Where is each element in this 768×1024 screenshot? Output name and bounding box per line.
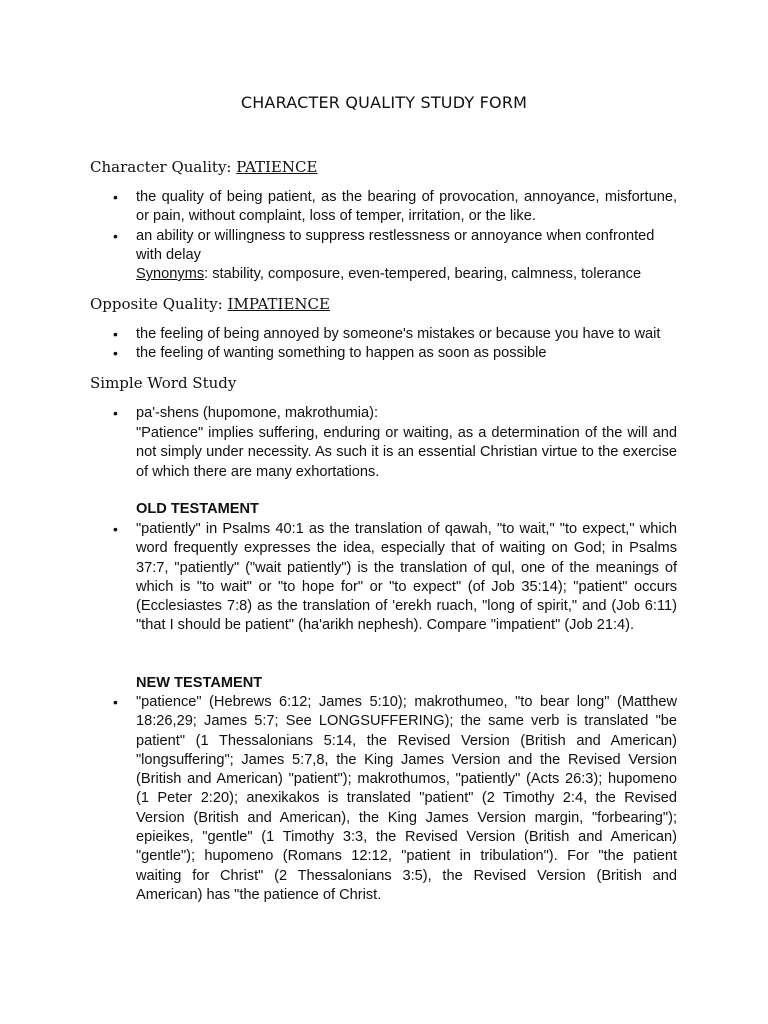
document-title: CHARACTER QUALITY STUDY FORM <box>240 93 528 112</box>
pronunciation: pa'-shens (hupomone, makrothumia): <box>136 405 379 421</box>
opposite-definition-1: the feeling of being annoyed by someone's mistakes or because you have to wait <box>136 326 661 342</box>
character-quality-value: PATIENCE <box>236 158 318 176</box>
opposite-quality-value: IMPATIENCE <box>227 295 330 313</box>
old-testament-heading: OLD TESTAMENT <box>136 501 259 517</box>
synonyms-label: Synonyms <box>136 266 205 282</box>
old-testament-text: "patiently" in Psalms 40:1 as the translation of qawah, "to wait," "to expect," which word frequently expresses the idea, especially that of waiting on God; in Psalms 37:7, "patiently" ("wait patiently") is the translation of qul, one of the meanings of which is "to wait" or "to hope for" or "to expect" (of Job 35:14); "patient" occurs (Ecclesiastes 7:8) as the translation of 'erekh ruach, "long of spirit," and (Job 6:11) "that I should be patient" (ha'arikh nephesh). Compare "impatient" (Job 21:4). <box>136 521 677 634</box>
bullet-marker: • <box>113 326 118 342</box>
character-definition-1: the quality of being patient, as the bearing of provocation, annoyance, misfortune, or pain, without complaint, loss of temper, irritation, or the like. <box>136 189 677 225</box>
character-quality-label: Character Quality: <box>90 158 237 176</box>
word-study-intro: "Patience" implies suffering, enduring or waiting, as a determination of the will and not simply under necessity. As such it is an essential Christian virtue to the exercise of which there are many exhortations. <box>136 425 677 480</box>
synonyms-line <box>136 265 677 284</box>
bullet-marker: • <box>113 694 118 710</box>
new-testament-heading: NEW TESTAMENT <box>136 675 263 691</box>
character-definition-2: an ability or willingness to suppress restlessness or annoyance when confronted with delay <box>136 228 655 264</box>
opposite-quality-heading <box>90 294 330 314</box>
opposite-definition-2: the feeling of wanting something to happen as soon as possible <box>136 345 547 361</box>
word-study-heading: Simple Word Study <box>90 374 237 392</box>
opposite-quality-label: Opposite Quality: <box>90 295 228 313</box>
bullet-marker: • <box>113 521 118 537</box>
bullet-marker: • <box>113 228 118 244</box>
character-quality-heading <box>90 157 317 177</box>
bullet-marker: • <box>113 345 118 361</box>
synonyms-text: : stability, composure, even-tempered, bearing, calmness, tolerance <box>204 266 642 282</box>
bullet-marker: • <box>113 405 118 421</box>
bullet-marker: • <box>113 189 118 205</box>
new-testament-text: "patience" (Hebrews 6:12; James 5:10); makrothumeo, "to bear long" (Matthew 18:26,29; James 5:7; See LONGSUFFERING); the same verb is translated "be patient" (1 Thessalonians 5:14, the Revised Version (British and American) "longsuffering"; James 5:7,8, the King James Version and the Revised Version (British and American) "patient"); makrothumos, "patiently" (Acts 26:3); hupomeno (1 Peter 2:20); anexikakos is translated "patient" (2 Timothy 2:4, the Revised Version (British and American), the King James Version margin, "forbearing"); epieikes, "gentle" (1 Timothy 3:3, the Revised Version (British and American) "gentle"); hupomeno (Romans 12:12, "patient in tribulation"). For "the patient waiting for Christ" (2 Thessalonians 3:5), the Revised Version (British and American) has "the patience of Christ. <box>136 694 677 903</box>
